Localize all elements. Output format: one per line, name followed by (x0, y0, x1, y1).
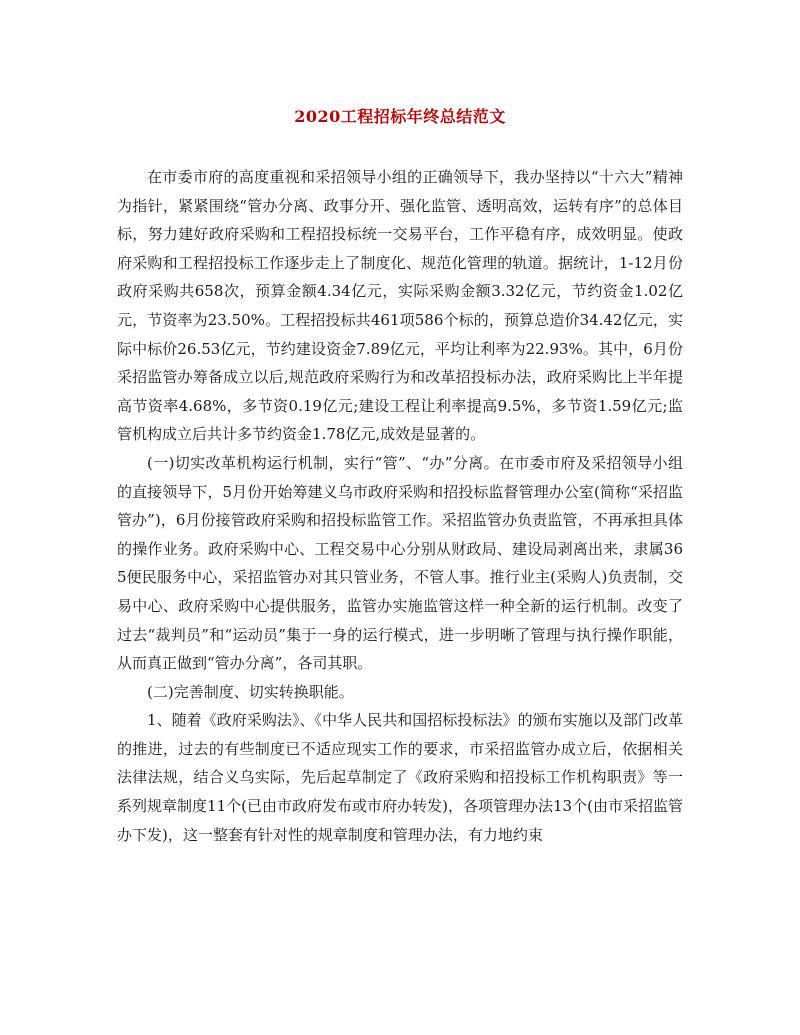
paragraph-section-one: (一)切实改革机构运行机制，实行“管”、“办”分离。在市委市府及采招领导小组的直接领导下，5月份开始筹建义乌市政府采购和招投标监督管理办公室(简称“采招监管办”)，6月份接管政府采购和招投标监管工作。采招监管办负责监管，不再承担具体的操作业务。政府采购中心、工程交易中心分别从财政局、建设局剥离出来，隶属365便民服务中心，采招监管办对其只管业务，不管人事。推行业主(采购人)负责制，交易中心、政府采购中心提供服务，监管办实施监管这样一种全新的运行机制。改变了过去“裁判员”和“运动员”集于一身的运行模式，进一步明晰了管理与执行操作职能，从而真正做到“管办分离”，各司其职。 (117, 453, 683, 673)
paragraph-section-two-item-one: 1、随着《政府采购法》、《中华人民共和国招标投标法》的颁布实施以及部门改革的推进，过去的有些制度已不适应现实工作的要求，市采招监管办成立后，依据相关法律法规，结合义乌实际，先后起草制定了《政府采购和招投标工作机构职责》等一系列规章制度11个(已由市政府发布或市府办转发)，各项管理办法13个(由市采招监管办下发)，这一整套有针对性的规章制度和管理办法，有力地约束 (117, 711, 683, 844)
paragraph-summary: 在市委市府的高度重视和采招领导小组的正确领导下，我办坚持以“十六大”精神为指针，紧紧围绕“管办分离、政事分开、强化监管、透明高效，运转有序”的总体目标，努力建好政府采购和工程招投标统一交易平台，工作平稳有序，成效明显。使政府采购和工程招投标工作逐步走上了制度化、规范化管理的轨道。据统计，1-12月份政府采购共658次，预算金额4.34亿元，实际采购金额3.32亿元，节约资金1.02亿元，节资率为23.50%。工程招投标共461项586个标的，预算总造价34.42亿元，实际中标价26.53亿元，节约建设资金7.89亿元，平均让利率为22.93%。其中，6月份采招监管办筹备成立以后,规范政府采购行为和改革招投标办法，政府采购比上半年提高节资率4.68%，多节资0.19亿元;建设工程让利率提高9.5%，多节资1.59亿元;监管机构成立后共计多节约资金1.78亿元,成效是显著的。 (117, 168, 683, 444)
paragraph-section-two-heading: (二)完善制度、切实转换职能。 (147, 682, 354, 701)
document-title: 2020工程招标年终总结范文 (294, 107, 506, 126)
document-body (117, 163, 683, 849)
